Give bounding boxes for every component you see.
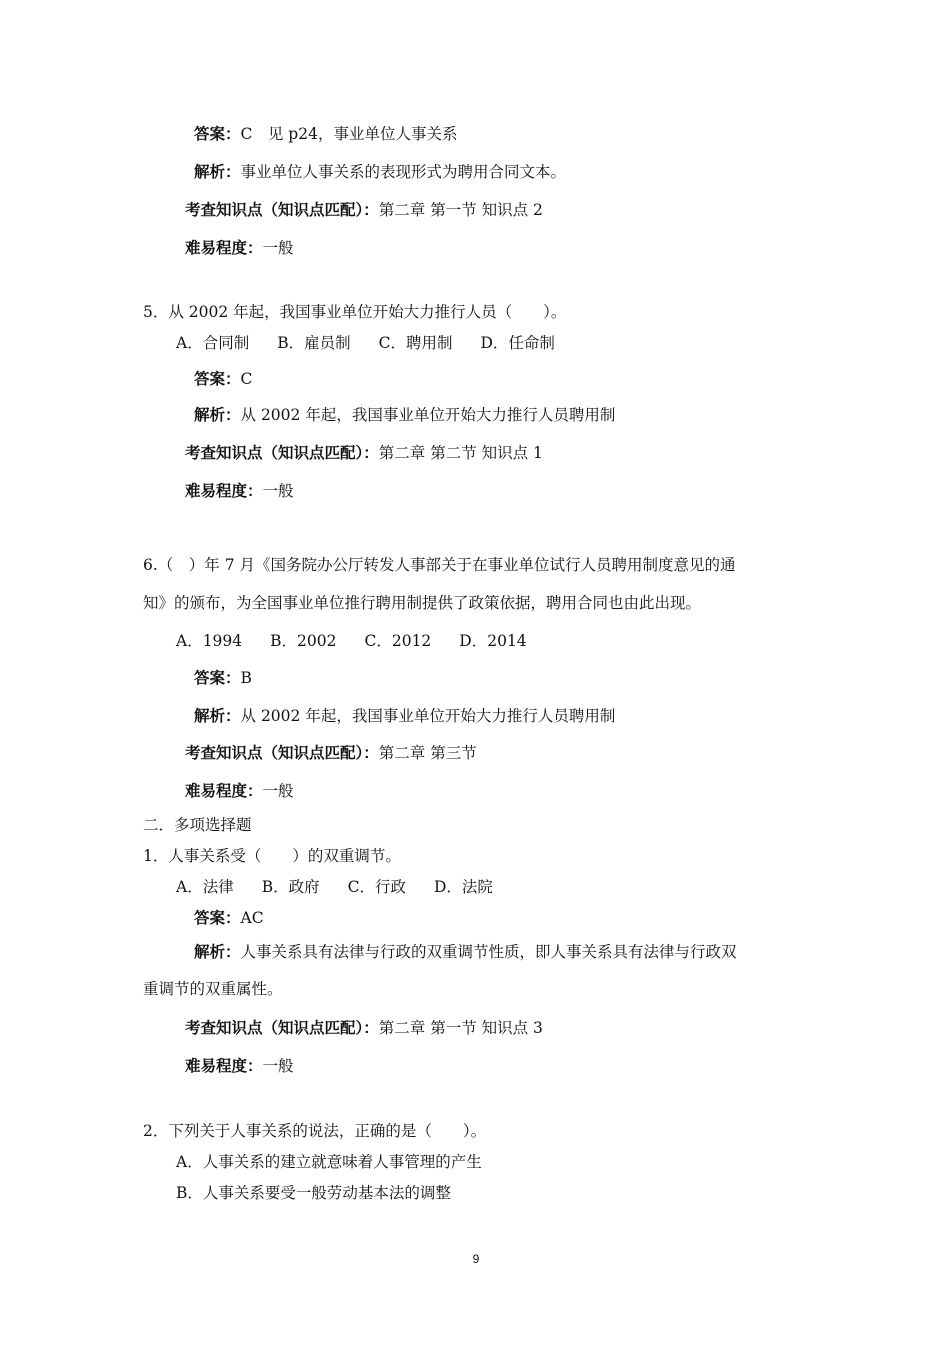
knowledge-label: 考查知识点（知识点匹配）：	[185, 444, 379, 462]
knowledge-value: 第二章 第三节	[378, 744, 477, 762]
q6-stem-line2: 知》的颁布，为全国事业单位推行聘用制提供了政策依据，聘用合同也由此出现。	[143, 594, 702, 612]
m1-stem: 1．人事关系受（ ）的双重调节。	[143, 847, 401, 865]
analysis-label: 解析：	[194, 406, 241, 424]
m1-answer-line	[194, 908, 264, 928]
difficulty-value: 一般	[262, 1057, 294, 1075]
q6-option-d: D．2014	[459, 632, 527, 650]
m2-stem: 2．下列关于人事关系的说法，正确的是（ ）。	[143, 1122, 487, 1140]
knowledge-label: 考查知识点（知识点匹配）：	[185, 744, 379, 762]
prev-knowledge-line	[185, 200, 543, 220]
q5-options	[176, 333, 555, 353]
q6-option-a: A．1994	[176, 632, 243, 650]
analysis-text: 事业单位人事关系的表现形式为聘用合同文本。	[240, 163, 567, 181]
knowledge-label: 考查知识点（知识点匹配）：	[185, 1019, 379, 1037]
q5-knowledge-line	[185, 443, 543, 463]
q6-option-c: C．2012	[364, 632, 432, 650]
answer-label: 答案：	[194, 125, 241, 143]
difficulty-value: 一般	[262, 782, 294, 800]
m2-option-a: A．人事关系的建立就意味着人事管理的产生	[176, 1153, 482, 1171]
knowledge-label: 考查知识点（知识点匹配）：	[185, 201, 379, 219]
answer-label: 答案：	[194, 669, 241, 687]
analysis-label: 解析：	[194, 943, 241, 961]
analysis-text: 人事关系具有法律与行政的双重调节性质，即人事关系具有法律与行政双	[240, 943, 737, 961]
m1-analysis-line1	[194, 942, 737, 962]
q5-option-a: A．合同制	[176, 334, 250, 352]
q6-difficulty-line	[185, 781, 294, 801]
difficulty-label: 难易程度：	[185, 482, 263, 500]
difficulty-value: 一般	[262, 239, 294, 257]
answer-value: AC	[240, 909, 264, 927]
difficulty-label: 难易程度：	[185, 1057, 263, 1075]
knowledge-value: 第二章 第二节 知识点 1	[378, 444, 543, 462]
m1-difficulty-line	[185, 1056, 294, 1076]
q6-stem-line1: 6.（ ）年 7 月《国务院办公厅转发人事部关于在事业单位试行人员聘用制度意见的通	[143, 556, 736, 574]
q6-analysis-line	[194, 706, 615, 726]
difficulty-label: 难易程度：	[185, 782, 263, 800]
q5-option-c: C．聘用制	[378, 334, 453, 352]
q5-analysis-line	[194, 405, 615, 425]
answer-value: C 见 p24，事业单位人事关系	[240, 125, 458, 143]
m1-knowledge-line	[185, 1018, 543, 1038]
q5-option-d: D．任命制	[480, 334, 555, 352]
m1-options	[176, 877, 493, 897]
q5-stem: 5．从 2002 年起，我国事业单位开始大力推行人员（ ）。	[143, 303, 567, 321]
q6-options	[176, 631, 527, 651]
answer-label: 答案：	[194, 370, 241, 388]
m1-option-b: B．政府	[261, 878, 320, 896]
q6-answer-line	[194, 668, 252, 688]
difficulty-value: 一般	[262, 482, 294, 500]
q5-difficulty-line	[185, 481, 294, 501]
knowledge-value: 第二章 第一节 知识点 3	[378, 1019, 543, 1037]
answer-value: C	[240, 370, 253, 388]
knowledge-value: 第二章 第一节 知识点 2	[378, 201, 543, 219]
q6-option-b: B．2002	[270, 632, 337, 650]
m1-option-a: A．法律	[176, 878, 234, 896]
answer-label: 答案：	[194, 909, 241, 927]
difficulty-label: 难易程度：	[185, 239, 263, 257]
q6-knowledge-line	[185, 743, 477, 763]
analysis-label: 解析：	[194, 163, 241, 181]
answer-value: B	[240, 669, 252, 687]
m1-option-d: D．法院	[433, 878, 493, 896]
prev-analysis-line	[194, 162, 566, 182]
q5-answer-line	[194, 369, 252, 389]
page-number: 9	[472, 1252, 480, 1266]
analysis-label: 解析：	[194, 707, 241, 725]
analysis-text: 从 2002 年起，我国事业单位开始大力推行人员聘用制	[240, 406, 616, 424]
q5-option-b: B．雇员制	[277, 334, 351, 352]
analysis-text: 从 2002 年起，我国事业单位开始大力推行人员聘用制	[240, 707, 616, 725]
m1-option-c: C．行政	[347, 878, 406, 896]
m2-option-b: B．人事关系要受一般劳动基本法的调整	[176, 1184, 451, 1202]
prev-answer-line	[194, 124, 457, 144]
prev-difficulty-line	[185, 238, 294, 258]
section-heading: 二．多项选择题	[143, 816, 252, 834]
m1-analysis-line2: 重调节的双重属性。	[143, 980, 283, 998]
